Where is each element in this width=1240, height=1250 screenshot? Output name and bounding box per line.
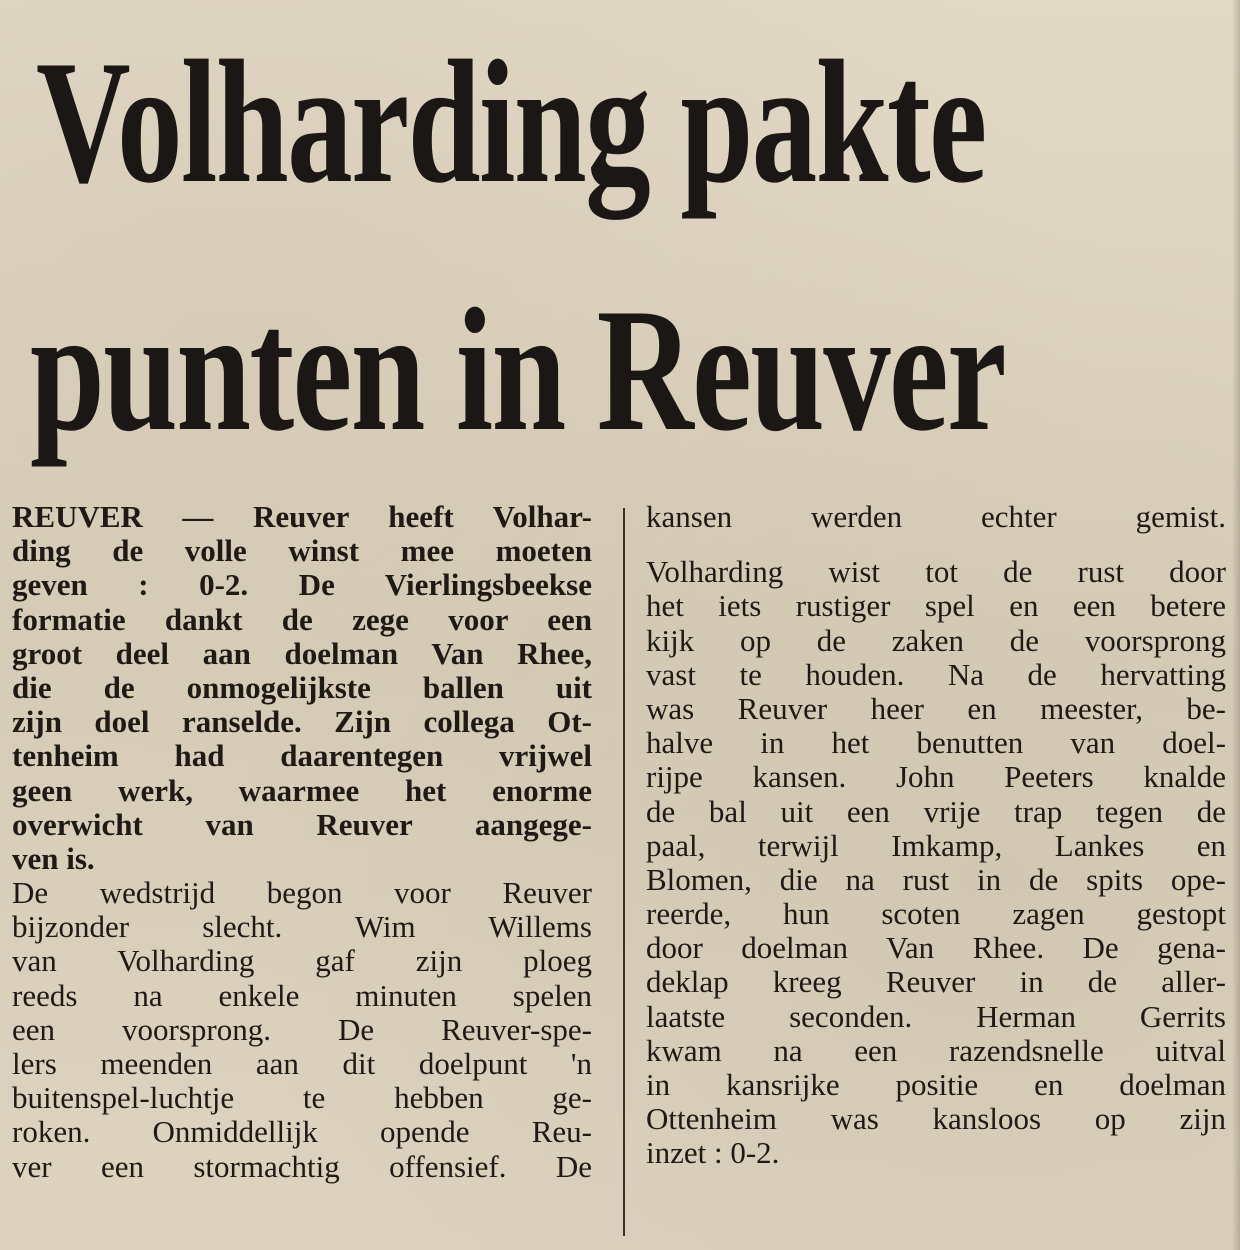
lead-line: REUVER — Reuver heeft Volhar- xyxy=(12,500,592,534)
column-rule xyxy=(623,508,625,1236)
body-line: vast te houden. Na de hervatting xyxy=(646,657,1226,692)
body-line: De wedstrijd begon voor Reuver xyxy=(12,876,592,911)
body-line: buitenspel-luchtje te hebben ge- xyxy=(12,1081,592,1116)
body-line: halve in het benutten van doel- xyxy=(646,726,1226,761)
lead-line: ven is. xyxy=(12,841,95,876)
body-line: een voorsprong. De Reuver-spe- xyxy=(12,1012,592,1047)
body-line: laatste seconden. Herman Gerrits xyxy=(646,999,1226,1034)
body-line: Volharding wist tot de rust door xyxy=(646,555,1226,590)
body-line: was Reuver heer en meester, be- xyxy=(646,691,1226,726)
body-line: het iets rustiger spel en een betere xyxy=(646,589,1226,624)
body-line: lers meenden aan dit doelpunt 'n xyxy=(12,1047,592,1081)
lead-line: overwicht van Reuver aangege- xyxy=(12,807,592,842)
article-column-right xyxy=(646,500,1226,1171)
article-column-left xyxy=(12,500,592,1184)
body-line: reeds na enkele minuten spelen xyxy=(12,978,592,1013)
lead-line: geven : 0-2. De Vierlingsbeekse xyxy=(12,568,592,603)
headline-line-1: Volharding pakte xyxy=(36,24,986,220)
body-line: Ottenheim was kansloos op zijn xyxy=(646,1102,1226,1137)
lead-line: groot deel aan doelman Van Rhee, xyxy=(12,636,592,671)
body-line: bijzonder slecht. Wim Willems xyxy=(12,910,592,945)
body-line: roken. Onmiddellijk opende Reu- xyxy=(12,1115,592,1150)
body-line: inzet : 0-2. xyxy=(646,1136,780,1171)
body-line: ver een stormachtig offensief. De xyxy=(12,1149,592,1184)
lead-line: geen werk, waarmee het enorme xyxy=(12,773,592,808)
lead-line: die de onmogelijkste ballen uit xyxy=(12,670,592,705)
body-line: in kansrijke positie en doelman xyxy=(646,1068,1226,1102)
headline-line-2: punten in Reuver xyxy=(30,272,1006,468)
body-line: Blomen, die na rust in de spits ope- xyxy=(646,862,1226,897)
lead-line: zijn doel ranselde. Zijn collega Ot- xyxy=(12,705,592,740)
body-line: door doelman Van Rhee. De gena- xyxy=(646,931,1226,966)
lead-line: tenheim had daarentegen vrijwel xyxy=(12,739,592,774)
body-line: de bal uit een vrije trap tegen de xyxy=(646,794,1226,829)
lead-line: ding de volle winst mee moeten xyxy=(12,534,592,569)
continued-line: kansen werden echter gemist. xyxy=(646,500,1226,534)
body-line: rijpe kansen. John Peeters knalde xyxy=(646,760,1226,795)
body-line: kwam na een razendsnelle uitval xyxy=(646,1033,1226,1068)
body-line: paal, terwijl Imkamp, Lankes en xyxy=(646,828,1226,863)
lead-line: formatie dankt de zege voor een xyxy=(12,602,592,637)
clipping-edge xyxy=(1232,0,1240,1250)
body-line: van Volharding gaf zijn ploeg xyxy=(12,944,592,979)
body-line: deklap kreeg Reuver in de aller- xyxy=(646,965,1226,1000)
body-line: reerde, hun scoten zagen gestopt xyxy=(646,897,1226,932)
body-line: kijk op de zaken de voorsprong xyxy=(646,623,1226,658)
